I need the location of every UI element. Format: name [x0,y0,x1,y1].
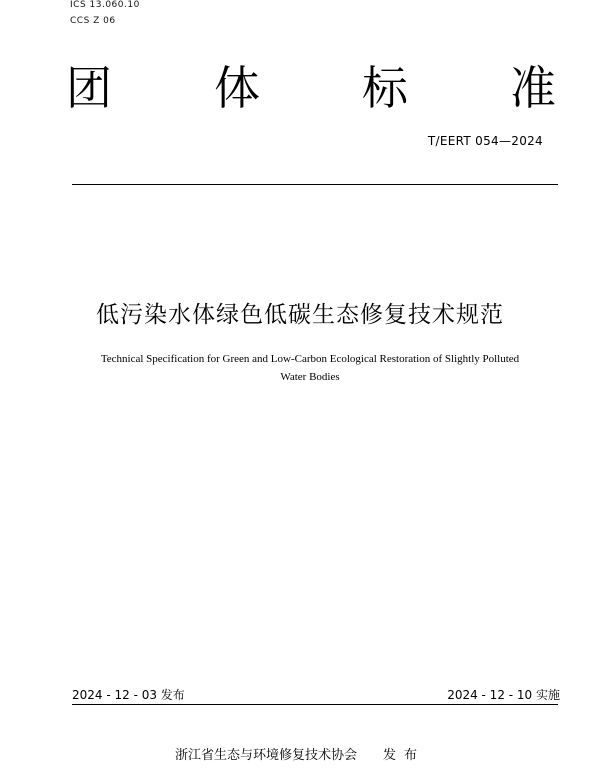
ics-code: ICS 13.060.10 [70,0,140,10]
banner-char-1: 团 [66,61,112,115]
title-chinese: 低污染水体绿色低碳生态修复技术规范 [96,302,504,328]
standard-number: T/EERT 054—2024 [427,134,543,148]
publish-date: 2024 - 12 - 03 发布 [72,688,185,702]
top-divider [72,184,558,185]
implement-date: 2024 - 12 - 10 实施 [447,688,560,702]
banner-char-3: 标 [362,61,408,115]
publisher-action: 发布 [383,748,426,763]
banner-char-2: 体 [214,61,260,115]
standard-type-banner [66,60,556,116]
publisher-org: 浙江省生态与环境修复技术协会 [174,748,357,763]
banner-char-4: 准 [510,61,556,115]
bottom-divider [72,704,558,705]
title-english-line-1: Technical Specification for Green and Low-Carbon Ecological Restoration of Slightly Polluted [100,353,520,365]
title-english [60,350,560,386]
title-english-line-2: Water Bodies [280,371,340,383]
ccs-code: CCS Z 06 [70,16,116,26]
publisher-line [0,744,600,763]
